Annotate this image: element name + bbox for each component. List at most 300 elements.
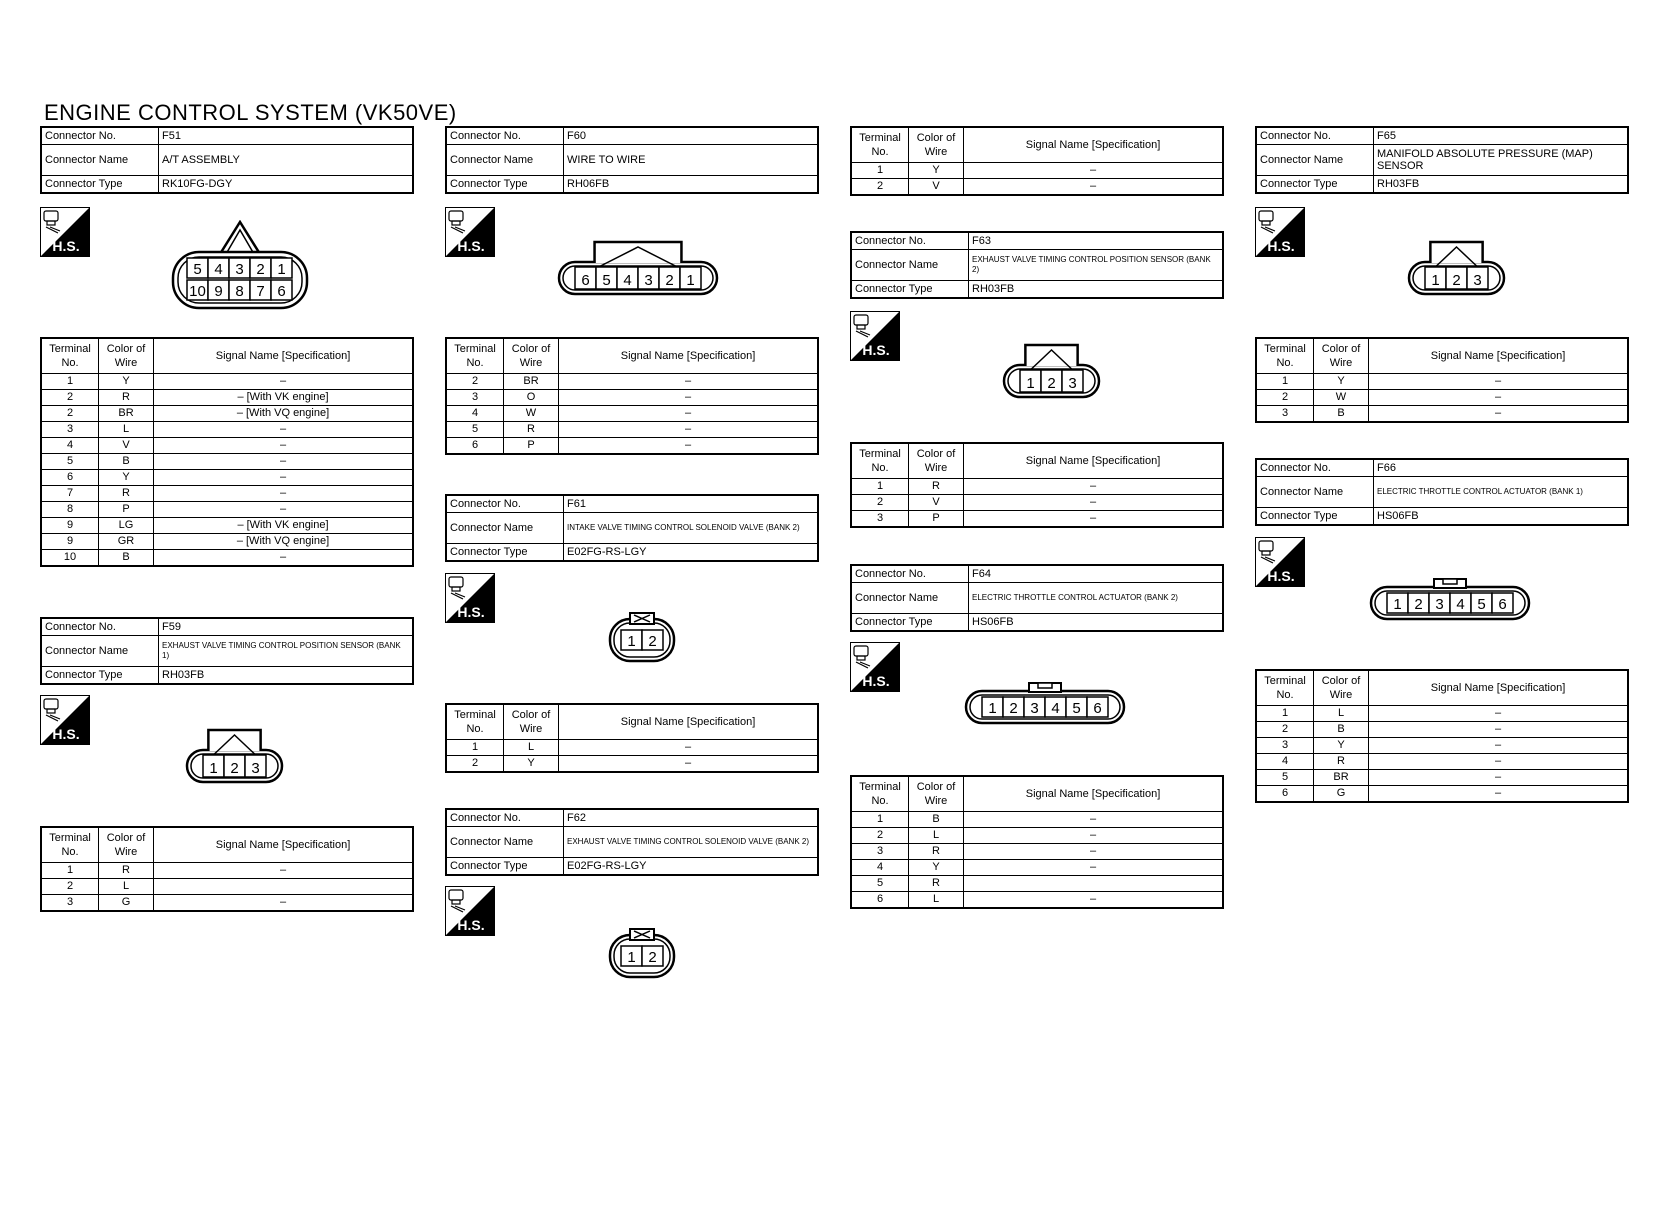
table-row <box>851 812 1223 828</box>
terminal-no: 3 <box>1256 406 1314 423</box>
pin-number: 2 <box>665 272 674 289</box>
harness-side-icon <box>40 207 90 257</box>
signal-name: – <box>964 844 1224 860</box>
signal-name <box>964 876 1224 892</box>
signal-name: – [With VK engine] <box>154 390 414 406</box>
harness-side-icon <box>850 642 900 692</box>
signal-name: – <box>964 479 1224 495</box>
connector-info-table <box>40 617 414 685</box>
header-signal-name: Signal Name [Specification] <box>154 338 414 374</box>
table-row <box>1256 706 1628 722</box>
connector-type: RH03FB <box>1374 176 1629 194</box>
label-connector-type: Connector Type <box>446 544 564 562</box>
hs-label: H.S. <box>862 673 890 689</box>
label-connector-no: Connector No. <box>1256 127 1374 145</box>
connector-face-diagram <box>170 220 310 312</box>
pin-number: 1 <box>627 633 636 650</box>
table-row <box>851 892 1223 909</box>
header-terminal-no: Terminal No. <box>1256 338 1314 374</box>
page-title: ENGINE CONTROL SYSTEM (VK50VE) <box>44 100 457 125</box>
terminal-no: 2 <box>851 495 909 511</box>
header-color-of-wire: Color of Wire <box>99 827 154 863</box>
terminal-table <box>40 826 414 912</box>
signal-name: – <box>559 438 819 455</box>
header-color-of-wire: Color of Wire <box>1314 338 1369 374</box>
connector-face-diagram <box>962 677 1128 727</box>
label-connector-no: Connector No. <box>851 232 969 250</box>
label-connector-type: Connector Type <box>41 176 159 194</box>
wire-color: O <box>504 390 559 406</box>
wire-color: R <box>99 863 154 879</box>
header-signal-name: Signal Name [Specification] <box>559 338 819 374</box>
wire-color: BR <box>1314 770 1369 786</box>
header-terminal-no: Terminal No. <box>446 704 504 740</box>
pin-number: 10 <box>189 283 206 300</box>
label-connector-no: Connector No. <box>446 495 564 513</box>
wire-color: LG <box>99 518 154 534</box>
wire-color: R <box>909 479 964 495</box>
pin-number: 5 <box>1072 700 1081 717</box>
harness-side-icon <box>1255 207 1305 257</box>
wire-color: BR <box>504 374 559 390</box>
table-row <box>41 502 413 518</box>
connector-name: ELECTRIC THROTTLE CONTROL ACTUATOR (BANK 2) <box>969 583 1224 614</box>
wire-color: P <box>504 438 559 455</box>
wire-color: B <box>99 454 154 470</box>
signal-name: – <box>1369 374 1629 390</box>
wire-color: Y <box>1314 374 1369 390</box>
terminal-no: 3 <box>851 844 909 860</box>
label-connector-type: Connector Type <box>446 858 564 876</box>
pin-number: 1 <box>988 700 997 717</box>
signal-name: – <box>559 740 819 756</box>
header-signal-name: Signal Name [Specification] <box>1369 670 1629 706</box>
wire-color: L <box>504 740 559 756</box>
label-connector-type: Connector Type <box>851 614 969 632</box>
signal-name: – <box>154 374 414 390</box>
connector-face-diagram <box>607 927 677 981</box>
signal-name: – <box>964 828 1224 844</box>
table-row <box>1256 786 1628 803</box>
table-row <box>41 534 413 550</box>
terminal-no: 1 <box>851 479 909 495</box>
terminal-table <box>1255 337 1629 423</box>
wire-color: R <box>504 422 559 438</box>
table-row <box>851 479 1223 495</box>
table-row <box>41 863 413 879</box>
wire-color: Y <box>909 163 964 179</box>
wire-color: L <box>1314 706 1369 722</box>
label-connector-no: Connector No. <box>851 565 969 583</box>
signal-name: – [With VQ engine] <box>154 406 414 422</box>
signal-name: – <box>154 438 414 454</box>
terminal-table <box>445 703 819 773</box>
wire-color: R <box>99 486 154 502</box>
connector-info-table <box>1255 126 1629 194</box>
label-connector-name: Connector Name <box>1256 145 1374 176</box>
wire-color: L <box>99 879 154 895</box>
terminal-no: 2 <box>1256 390 1314 406</box>
pin-number: 6 <box>277 283 286 300</box>
pin-number: 4 <box>214 261 223 278</box>
label-connector-type: Connector Type <box>851 281 969 299</box>
terminal-no: 4 <box>41 438 99 454</box>
hs-label: H.S. <box>52 726 80 742</box>
label-connector-name: Connector Name <box>1256 477 1374 508</box>
terminal-no: 3 <box>1256 738 1314 754</box>
table-row <box>41 422 413 438</box>
wire-color: R <box>909 876 964 892</box>
header-signal-name: Signal Name [Specification] <box>559 704 819 740</box>
signal-name: – <box>1369 406 1629 423</box>
pin-number: 3 <box>1435 596 1444 613</box>
pin-number: 1 <box>277 261 286 278</box>
pin-number: 2 <box>1414 596 1423 613</box>
connector-no: F59 <box>159 618 414 636</box>
label-connector-name: Connector Name <box>851 583 969 614</box>
terminal-no: 1 <box>851 812 909 828</box>
terminal-no: 8 <box>41 502 99 518</box>
hs-label: H.S. <box>862 342 890 358</box>
connector-no: F62 <box>564 809 819 827</box>
terminal-no: 7 <box>41 486 99 502</box>
connector-info-table <box>850 564 1224 632</box>
header-color-of-wire: Color of Wire <box>909 776 964 812</box>
signal-name: – <box>964 179 1224 196</box>
table-row <box>41 406 413 422</box>
pin-number: 6 <box>1498 596 1507 613</box>
pin-number: 2 <box>648 949 657 966</box>
connector-name: A/T ASSEMBLY <box>159 145 414 176</box>
connector-type: E02FG-RS-LGY <box>564 858 819 876</box>
signal-name: – <box>964 892 1224 909</box>
wire-color: V <box>99 438 154 454</box>
connector-face-diagram <box>183 726 286 786</box>
signal-name: – <box>1369 722 1629 738</box>
terminal-no: 3 <box>446 390 504 406</box>
wire-color: V <box>909 179 964 196</box>
header-color-of-wire: Color of Wire <box>99 338 154 374</box>
wire-color: B <box>1314 406 1369 423</box>
header-color-of-wire: Color of Wire <box>909 443 964 479</box>
connector-name: EXHAUST VALVE TIMING CONTROL SOLENOID VALVE (BANK 2) <box>564 827 819 858</box>
signal-name: – <box>1369 390 1629 406</box>
pin-number: 2 <box>1047 375 1056 392</box>
table-row <box>851 179 1223 196</box>
wire-color: R <box>1314 754 1369 770</box>
terminal-no: 2 <box>851 179 909 196</box>
connector-type: RH03FB <box>969 281 1224 299</box>
terminal-table <box>850 775 1224 909</box>
signal-name: – <box>154 454 414 470</box>
wire-color: R <box>909 844 964 860</box>
harness-side-icon <box>40 695 90 745</box>
wire-color: G <box>1314 786 1369 803</box>
harness-side-icon <box>850 311 900 361</box>
connector-info-table <box>40 126 414 194</box>
table-row <box>851 828 1223 844</box>
signal-name: – <box>964 860 1224 876</box>
signal-name: – <box>964 511 1224 528</box>
label-connector-name: Connector Name <box>41 636 159 667</box>
terminal-no: 1 <box>41 863 99 879</box>
connector-name: INTAKE VALVE TIMING CONTROL SOLENOID VALVE (BANK 2) <box>564 513 819 544</box>
connector-face-diagram <box>607 611 677 665</box>
signal-name: – <box>1369 738 1629 754</box>
pin-number: 9 <box>214 283 223 300</box>
terminal-no: 9 <box>41 534 99 550</box>
signal-name: – <box>559 374 819 390</box>
table-row <box>1256 754 1628 770</box>
pin-number: 2 <box>230 760 239 777</box>
terminal-no: 1 <box>1256 706 1314 722</box>
signal-name: – [With VQ engine] <box>154 534 414 550</box>
hs-label: H.S. <box>1267 568 1295 584</box>
pin-number: 2 <box>256 261 265 278</box>
connector-info-table <box>1255 458 1629 526</box>
pin-number: 1 <box>627 949 636 966</box>
connector-no: F51 <box>159 127 414 145</box>
table-row <box>446 374 818 390</box>
terminal-no: 2 <box>851 828 909 844</box>
table-row <box>41 895 413 912</box>
table-row <box>851 163 1223 179</box>
terminal-table <box>445 337 819 455</box>
connector-type: E02FG-RS-LGY <box>564 544 819 562</box>
connector-type: HS06FB <box>1374 508 1629 526</box>
connector-type: RH06FB <box>564 176 819 194</box>
pin-number: 3 <box>1473 272 1482 289</box>
header-signal-name: Signal Name [Specification] <box>964 776 1224 812</box>
label-connector-no: Connector No. <box>446 127 564 145</box>
pin-number: 3 <box>644 272 653 289</box>
header-terminal-no: Terminal No. <box>851 443 909 479</box>
label-connector-name: Connector Name <box>446 513 564 544</box>
signal-name: – <box>964 812 1224 828</box>
pin-number: 3 <box>251 760 260 777</box>
connector-info-table <box>445 808 819 876</box>
header-signal-name: Signal Name [Specification] <box>1369 338 1629 374</box>
terminal-no: 9 <box>41 518 99 534</box>
pin-number: 2 <box>1452 272 1461 289</box>
terminal-no: 1 <box>1256 374 1314 390</box>
connector-face-diagram <box>555 238 721 298</box>
wire-color: L <box>909 892 964 909</box>
header-terminal-no: Terminal No. <box>1256 670 1314 706</box>
connector-name: ELECTRIC THROTTLE CONTROL ACTUATOR (BANK 1) <box>1374 477 1629 508</box>
wire-color: Y <box>1314 738 1369 754</box>
terminal-table <box>850 126 1224 196</box>
wire-color: GR <box>99 534 154 550</box>
header-color-of-wire: Color of Wire <box>909 127 964 163</box>
terminal-no: 5 <box>1256 770 1314 786</box>
header-terminal-no: Terminal No. <box>851 127 909 163</box>
pin-number: 1 <box>1431 272 1440 289</box>
terminal-no: 4 <box>851 860 909 876</box>
terminal-no: 3 <box>41 895 99 912</box>
table-row <box>41 390 413 406</box>
wire-color: P <box>99 502 154 518</box>
table-row <box>41 550 413 567</box>
connector-name: WIRE TO WIRE <box>564 145 819 176</box>
header-signal-name: Signal Name [Specification] <box>154 827 414 863</box>
connector-name: EXHAUST VALVE TIMING CONTROL POSITION SENSOR (BANK 1) <box>159 636 414 667</box>
wire-color: Y <box>909 860 964 876</box>
pin-number: 2 <box>1009 700 1018 717</box>
signal-name: – <box>559 422 819 438</box>
table-row <box>1256 770 1628 786</box>
wire-color: W <box>504 406 559 422</box>
label-connector-name: Connector Name <box>851 250 969 281</box>
terminal-no: 5 <box>446 422 504 438</box>
wire-color: BR <box>99 406 154 422</box>
table-row <box>41 454 413 470</box>
wire-color: Y <box>99 470 154 486</box>
pin-number: 8 <box>235 283 244 300</box>
terminal-no: 6 <box>446 438 504 455</box>
header-terminal-no: Terminal No. <box>41 827 99 863</box>
table-row <box>1256 406 1628 423</box>
label-connector-name: Connector Name <box>446 827 564 858</box>
pin-number: 1 <box>686 272 695 289</box>
signal-name: – <box>154 863 414 879</box>
signal-name: – <box>1369 786 1629 803</box>
header-terminal-no: Terminal No. <box>851 776 909 812</box>
table-row <box>851 860 1223 876</box>
table-row <box>446 390 818 406</box>
connector-no: F65 <box>1374 127 1629 145</box>
label-connector-name: Connector Name <box>41 145 159 176</box>
table-row <box>1256 722 1628 738</box>
table-row <box>446 422 818 438</box>
header-color-of-wire: Color of Wire <box>504 704 559 740</box>
terminal-no: 3 <box>851 511 909 528</box>
pin-number: 4 <box>1051 700 1060 717</box>
terminal-no: 1 <box>851 163 909 179</box>
wire-color: G <box>99 895 154 912</box>
signal-name: – <box>964 163 1224 179</box>
pin-number: 3 <box>235 261 244 278</box>
connector-info-table <box>445 494 819 562</box>
signal-name: – <box>559 756 819 773</box>
signal-name: – <box>964 495 1224 511</box>
label-connector-name: Connector Name <box>446 145 564 176</box>
wire-color: W <box>1314 390 1369 406</box>
connector-info-table <box>445 126 819 194</box>
label-connector-type: Connector Type <box>1256 176 1374 194</box>
terminal-no: 3 <box>41 422 99 438</box>
terminal-no: 6 <box>851 892 909 909</box>
table-row <box>41 518 413 534</box>
wire-color: Y <box>99 374 154 390</box>
table-row <box>1256 738 1628 754</box>
connector-info-table <box>850 231 1224 299</box>
terminal-no: 5 <box>41 454 99 470</box>
wire-color: B <box>1314 722 1369 738</box>
table-row <box>851 495 1223 511</box>
pin-number: 6 <box>1093 700 1102 717</box>
signal-name: – <box>1369 770 1629 786</box>
wire-color: B <box>909 812 964 828</box>
terminal-no: 6 <box>1256 786 1314 803</box>
signal-name: – <box>154 550 414 567</box>
signal-name <box>154 879 414 895</box>
pin-number: 5 <box>1477 596 1486 613</box>
terminal-no: 4 <box>446 406 504 422</box>
terminal-no: 2 <box>446 374 504 390</box>
signal-name: – [With VK engine] <box>154 518 414 534</box>
terminal-no: 2 <box>41 879 99 895</box>
wire-color: L <box>99 422 154 438</box>
harness-side-icon <box>445 207 495 257</box>
table-row <box>41 486 413 502</box>
terminal-no: 4 <box>1256 754 1314 770</box>
hs-label: H.S. <box>457 238 485 254</box>
pin-number: 1 <box>1026 375 1035 392</box>
table-row <box>851 511 1223 528</box>
signal-name: – <box>154 502 414 518</box>
wire-color: L <box>909 828 964 844</box>
wire-color: B <box>99 550 154 567</box>
table-row <box>851 876 1223 892</box>
connector-no: F61 <box>564 495 819 513</box>
connector-face-diagram <box>1405 238 1508 298</box>
pin-number: 7 <box>256 283 265 300</box>
hs-label: H.S. <box>457 917 485 933</box>
pin-number: 3 <box>1068 375 1077 392</box>
table-row <box>1256 374 1628 390</box>
connector-type: RK10FG-DGY <box>159 176 414 194</box>
signal-name: – <box>559 390 819 406</box>
terminal-no: 6 <box>41 470 99 486</box>
table-row <box>41 470 413 486</box>
connector-type: HS06FB <box>969 614 1224 632</box>
header-signal-name: Signal Name [Specification] <box>964 443 1224 479</box>
label-connector-no: Connector No. <box>446 809 564 827</box>
signal-name: – <box>154 422 414 438</box>
signal-name: – <box>154 470 414 486</box>
terminal-no: 2 <box>41 406 99 422</box>
signal-name: – <box>1369 754 1629 770</box>
table-row <box>446 740 818 756</box>
wire-color: Y <box>504 756 559 773</box>
label-connector-no: Connector No. <box>1256 459 1374 477</box>
terminal-no: 2 <box>41 390 99 406</box>
pin-number: 6 <box>581 272 590 289</box>
table-row <box>41 879 413 895</box>
harness-side-icon <box>445 573 495 623</box>
pin-number: 3 <box>1030 700 1039 717</box>
label-connector-type: Connector Type <box>1256 508 1374 526</box>
connector-no: F63 <box>969 232 1224 250</box>
connector-no: F66 <box>1374 459 1629 477</box>
pin-number: 5 <box>193 261 202 278</box>
connector-no: F64 <box>969 565 1224 583</box>
connector-name: MANIFOLD ABSOLUTE PRESSURE (MAP) SENSOR <box>1374 145 1629 176</box>
pin-number: 2 <box>648 633 657 650</box>
label-connector-no: Connector No. <box>41 618 159 636</box>
header-terminal-no: Terminal No. <box>446 338 504 374</box>
header-color-of-wire: Color of Wire <box>1314 670 1369 706</box>
terminal-no: 5 <box>851 876 909 892</box>
label-connector-type: Connector Type <box>446 176 564 194</box>
hs-label: H.S. <box>1267 238 1295 254</box>
connector-face-diagram <box>1367 573 1533 623</box>
table-row <box>446 756 818 773</box>
signal-name: – <box>559 406 819 422</box>
pin-number: 1 <box>1393 596 1402 613</box>
signal-name: – <box>154 895 414 912</box>
